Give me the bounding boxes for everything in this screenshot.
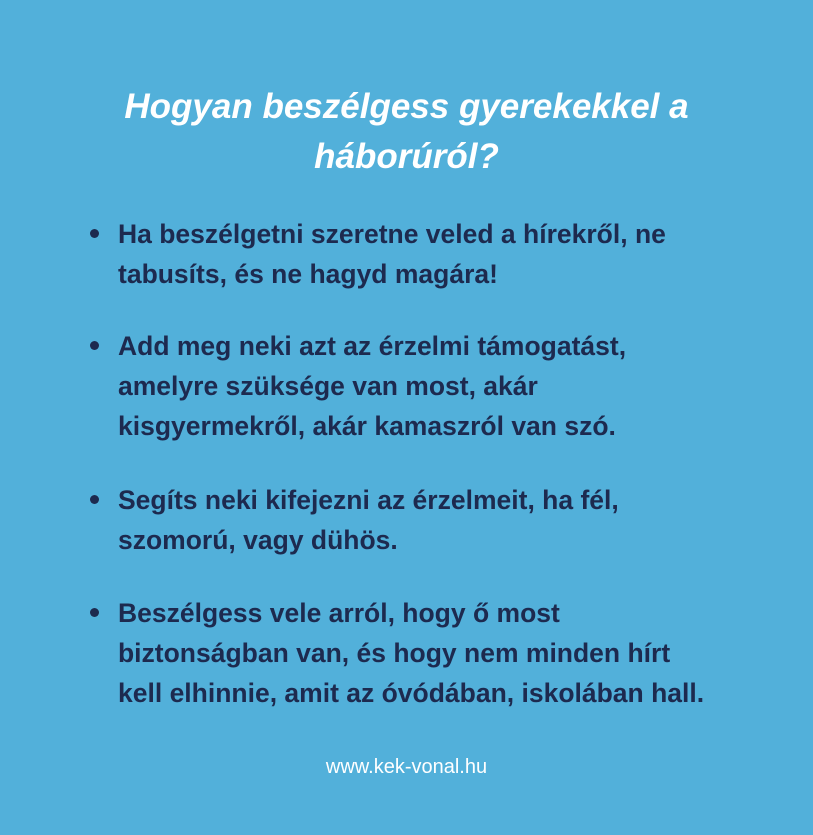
list-item bbox=[90, 480, 790, 560]
list-item-text: Beszélgess vele arról, hogy ő most biztonságban van, és hogy nem minden hírt kell elhinnie, amit az óvódában, iskolában hall. bbox=[118, 598, 705, 708]
list-item-text: Ha beszélgetni szeretne veled a hírekről, ne tabusíts, és ne hagyd magára! bbox=[118, 219, 666, 289]
bullet-icon bbox=[90, 341, 99, 350]
card-title: Hogyan beszélgess gyerekekkel a háborúról? bbox=[124, 87, 689, 176]
bullet-icon bbox=[90, 608, 99, 617]
website-url: www.kek-vonal.hu bbox=[325, 756, 488, 778]
list-item bbox=[90, 214, 790, 294]
list-item bbox=[90, 326, 790, 446]
list-item bbox=[90, 593, 790, 713]
bullet-icon bbox=[90, 229, 99, 238]
list-item-text: Add meg neki azt az érzelmi támogatást, amelyre szüksége van most, akár kisgyermekről, akár kamaszról van szó. bbox=[118, 331, 627, 441]
bullet-icon bbox=[90, 495, 99, 504]
list-item-text: Segíts neki kifejezni az érzelmeit, ha fél, szomorú, vagy dühös. bbox=[118, 485, 619, 555]
